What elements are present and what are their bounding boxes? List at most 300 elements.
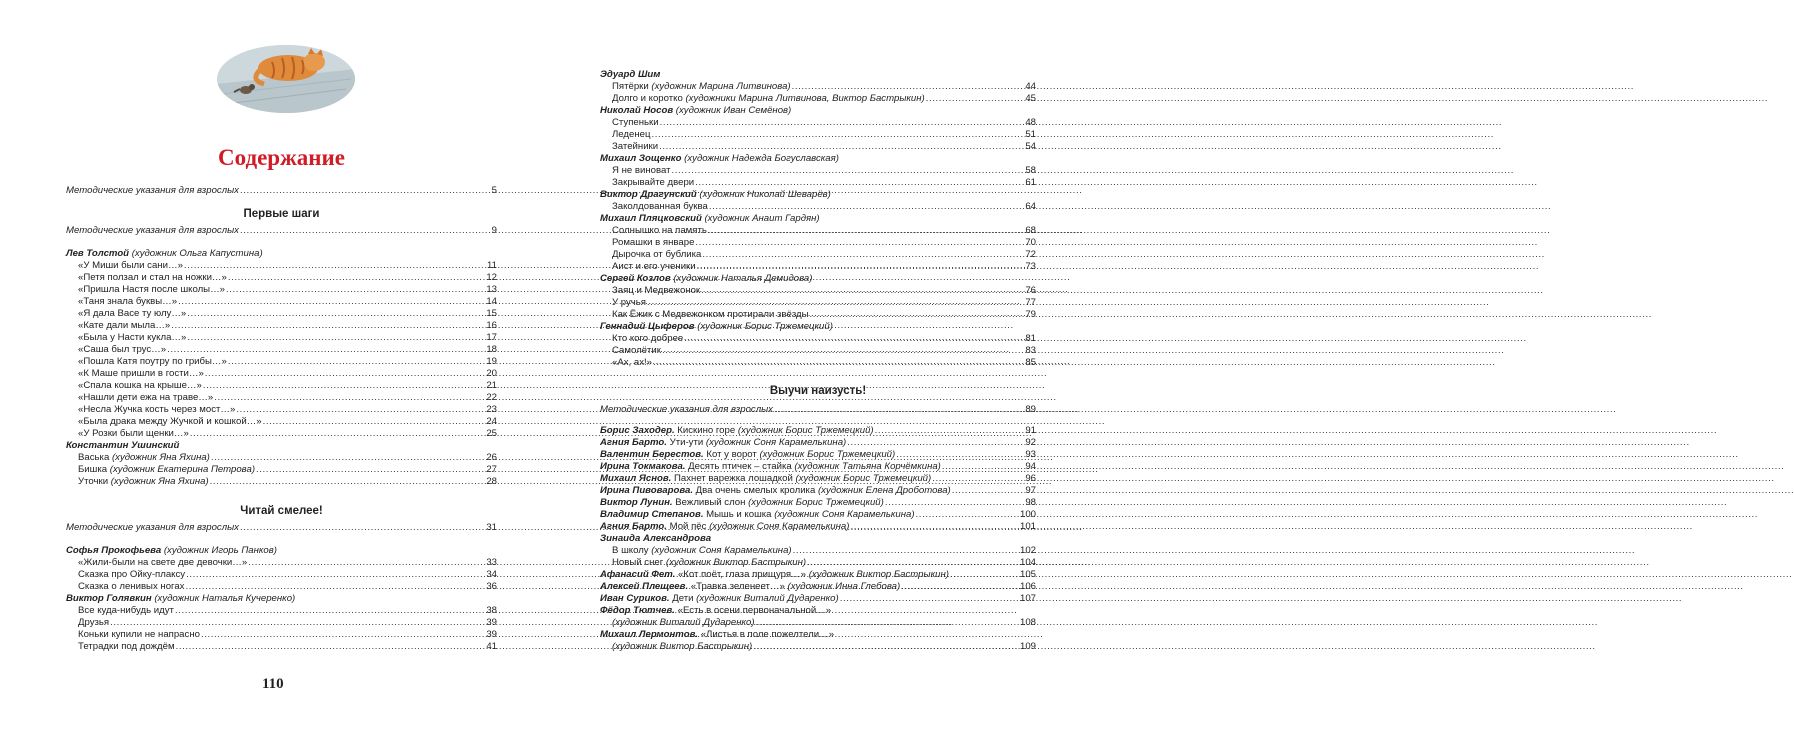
entry-text bbox=[600, 449, 895, 461]
author-name: Афанасий Фет. bbox=[600, 569, 676, 580]
author-name: Михаил Яснов. bbox=[600, 473, 672, 484]
author-heading bbox=[600, 105, 1036, 117]
toc-list bbox=[600, 285, 1036, 321]
author-heading: Константин Ушинский bbox=[66, 440, 180, 451]
entry-text bbox=[600, 509, 915, 521]
author-heading bbox=[600, 189, 1036, 201]
dot-leader bbox=[701, 285, 1024, 297]
entry-page: 45 bbox=[1025, 93, 1036, 104]
toc-entry: Методические указания для взрослых ..... 9 bbox=[66, 225, 497, 237]
illustrator-note: (художники Марина Литвинова, Виктор Бастрыкин) bbox=[685, 93, 925, 104]
toc-entry bbox=[66, 428, 497, 440]
illustrator-note: (художник Анаит Гардян) bbox=[704, 213, 820, 224]
author-name: Геннадий Цыферов bbox=[600, 321, 695, 332]
dot-leader bbox=[709, 201, 1025, 213]
entry-page: 19 bbox=[486, 356, 497, 367]
illustrator-note: (художник Николай Шеварёв) bbox=[699, 189, 831, 200]
toc-entry bbox=[600, 497, 1036, 509]
toc-entry bbox=[66, 368, 497, 380]
toc-entry bbox=[600, 509, 1036, 521]
toc-entry bbox=[66, 557, 497, 569]
toc-entry: Методические указания для взрослых ..... 31 bbox=[66, 522, 497, 534]
toc-entry bbox=[66, 476, 497, 488]
entry-text: Леденец bbox=[612, 129, 651, 140]
entry-page: 33 bbox=[486, 557, 497, 568]
entry-page: 72 bbox=[1025, 249, 1036, 260]
dot-leader bbox=[205, 368, 486, 380]
entry-page: 61 bbox=[1025, 177, 1036, 188]
section-heading: Читай смелее! bbox=[240, 505, 323, 517]
illustrator-note: (художник Яна Яхина) bbox=[110, 476, 209, 487]
entry-page: 79 bbox=[1025, 309, 1036, 320]
poem-title: Ути-ути bbox=[669, 437, 704, 448]
dot-leader bbox=[187, 308, 485, 320]
dot-leader bbox=[228, 356, 485, 368]
toc-entry bbox=[600, 485, 1036, 497]
dot-leader bbox=[167, 344, 485, 356]
toc-entry bbox=[600, 177, 1036, 189]
dot-leader bbox=[203, 380, 485, 392]
toc-entry bbox=[600, 425, 1036, 437]
entry-text: Закрывайте двери bbox=[612, 177, 695, 188]
dot-leader bbox=[214, 392, 485, 404]
entry-page: 11 bbox=[487, 260, 497, 271]
illustrator-note: (художник Надежда Богуславская) bbox=[684, 153, 839, 164]
entry-page: 105 bbox=[1019, 569, 1036, 580]
entry-text: Заяц и Медвежонок bbox=[612, 285, 701, 296]
entry-page: 51 bbox=[1025, 129, 1036, 140]
entry-page: 107 bbox=[1019, 593, 1036, 604]
toc-entry bbox=[66, 605, 497, 617]
illustrator-note: (художник Елена Дроботова) bbox=[817, 485, 951, 496]
page-title: Содержание bbox=[218, 145, 345, 170]
dot-leader bbox=[256, 464, 485, 476]
entry-text: «Саша был трус…» bbox=[78, 344, 167, 355]
toc-entry bbox=[600, 237, 1036, 249]
toc-entry bbox=[66, 380, 497, 392]
dot-leader bbox=[792, 81, 1025, 93]
entry-text: Сказка про Ойку-плаксу bbox=[78, 569, 186, 580]
toc-entry bbox=[600, 333, 1036, 345]
illustrator-note: (художник Виталий Дударенко) bbox=[696, 593, 839, 604]
toc-entry: (художник Виталий Дударенко) ..... 108 bbox=[600, 617, 1036, 629]
dot-leader bbox=[901, 581, 1019, 593]
toc-entry bbox=[66, 260, 497, 272]
toc-groups bbox=[600, 69, 1036, 369]
toc-list bbox=[600, 201, 1036, 213]
toc-entry bbox=[600, 345, 1036, 357]
entry-text: «Кате дали мыла…» bbox=[78, 320, 171, 331]
dot-leader bbox=[810, 309, 1025, 321]
dot-leader bbox=[840, 593, 1019, 605]
toc-entry bbox=[600, 581, 1036, 593]
toc-entry bbox=[66, 320, 497, 332]
entry-text: Я не виноват bbox=[612, 165, 671, 176]
toc-entry bbox=[600, 461, 1036, 473]
illustrator-note: (художник Борис Тржемецкий) bbox=[697, 321, 833, 332]
entry-page: 77 bbox=[1025, 297, 1036, 308]
entry-text: Уточки (художник Яна Яхина) bbox=[78, 476, 209, 487]
author-name: Ирина Токмакова. bbox=[600, 461, 686, 472]
dot-leader bbox=[793, 545, 1019, 557]
entry-page: 15 bbox=[486, 308, 497, 319]
dot-leader bbox=[210, 476, 486, 488]
entry-text: Затейники bbox=[612, 141, 659, 152]
entry-text bbox=[600, 593, 839, 605]
illustrator-note: (художник Марина Литвинова) bbox=[651, 81, 791, 92]
entry-page: 76 bbox=[1025, 285, 1036, 296]
author-name: Валентин Берестов. bbox=[600, 449, 704, 460]
author-name: Виктор Драгунский bbox=[600, 189, 697, 200]
entry-page: 101 bbox=[1019, 521, 1036, 532]
entry-text: «Жили-были на свете две девочки…» bbox=[78, 557, 248, 568]
toc-entry bbox=[600, 201, 1036, 213]
toc-entry bbox=[600, 117, 1036, 129]
entry-page: 83 bbox=[1025, 345, 1036, 356]
dot-leader bbox=[695, 237, 1024, 249]
toc-entry bbox=[66, 272, 497, 284]
entry-page: 5 bbox=[491, 185, 497, 196]
illustrator-note: (художник Виктор Бастрыкин) bbox=[808, 569, 949, 580]
entry-text: Долго и коротко (художники Марина Литвинова, Виктор Бастрыкин) bbox=[612, 93, 925, 104]
entry-text: Аист и его ученики bbox=[612, 261, 696, 272]
dot-leader bbox=[263, 416, 486, 428]
toc-entry bbox=[66, 581, 497, 593]
author-heading: Виктор Голявкин (художник Наталья Кучеренко) bbox=[66, 593, 296, 604]
dot-leader bbox=[684, 333, 1024, 345]
dot-leader bbox=[708, 225, 1024, 237]
entry-text: В школу (художник Соня Карамелькина) bbox=[612, 545, 792, 556]
toc-entry bbox=[66, 569, 497, 581]
toc-list bbox=[66, 557, 497, 593]
toc-entry bbox=[66, 452, 497, 464]
entry-page: 68 bbox=[1025, 225, 1036, 236]
poem-title: Дети bbox=[672, 593, 694, 604]
toc-list bbox=[600, 165, 1036, 189]
toc-list bbox=[66, 452, 497, 488]
entry-text: «Несла Жучка кость через мост…» bbox=[78, 404, 236, 415]
dot-leader bbox=[175, 605, 485, 617]
author-line: Михаил Лермонтов. «Листья в поле пожелтели…» bbox=[600, 629, 835, 640]
entry-page: 20 bbox=[486, 368, 497, 379]
dot-leader bbox=[186, 569, 485, 581]
illustrator-note: (художник Соня Карамелькина) bbox=[651, 545, 792, 556]
author-heading: Зинаида Александрова bbox=[600, 533, 712, 544]
dot-leader bbox=[952, 485, 1025, 497]
entry-text bbox=[600, 521, 849, 533]
toc-list bbox=[600, 117, 1036, 153]
illustrator-note: (художник Инна Глебова) bbox=[787, 581, 901, 592]
toc-entry bbox=[600, 557, 1036, 569]
entry-page: 73 bbox=[1025, 261, 1036, 272]
dot-leader bbox=[807, 557, 1019, 569]
dot-leader bbox=[659, 141, 1024, 153]
dot-leader bbox=[201, 629, 485, 641]
dot-leader bbox=[228, 272, 485, 284]
dot-leader bbox=[647, 297, 1024, 309]
entry-page: 94 bbox=[1025, 461, 1036, 472]
entry-text bbox=[600, 461, 941, 473]
poem-title: «Травка зеленеет…» bbox=[690, 581, 785, 592]
illustrator-note: (художник Соня Карамелькина) bbox=[774, 509, 915, 520]
toc-entry bbox=[66, 284, 497, 296]
toc-entry bbox=[600, 309, 1036, 321]
author-name: Виктор Лунин. bbox=[600, 497, 673, 508]
author-heading: Лев Толстой (художник Ольга Капустина) bbox=[66, 248, 263, 259]
entry-text bbox=[600, 485, 951, 497]
poem-title: Кискино горе bbox=[677, 425, 736, 436]
entry-text: У ручья bbox=[612, 297, 646, 308]
entry-text bbox=[600, 473, 931, 485]
toc-entry bbox=[600, 569, 1036, 581]
toc-entry bbox=[600, 249, 1036, 261]
entry-text: Ромашки в январе bbox=[612, 237, 695, 248]
dot-leader bbox=[672, 165, 1025, 177]
toc-entry bbox=[600, 357, 1036, 369]
entry-page: 93 bbox=[1025, 449, 1036, 460]
toc-entry bbox=[600, 297, 1036, 309]
dot-leader bbox=[184, 260, 486, 272]
author-name: Агния Барто. bbox=[600, 437, 667, 448]
entry-page: 17 bbox=[486, 332, 497, 343]
entry-page: 81 bbox=[1025, 333, 1036, 344]
dot-leader bbox=[660, 117, 1025, 129]
author-name: Борис Заходер. bbox=[600, 425, 675, 436]
toc-entry bbox=[66, 296, 497, 308]
poem-title: Мышь и кошка bbox=[706, 509, 772, 520]
entry-text: Методические указания для взрослых bbox=[66, 185, 239, 196]
entry-page: 91 bbox=[1025, 425, 1036, 436]
dot-leader bbox=[236, 404, 485, 416]
entry-page: 34 bbox=[486, 569, 497, 580]
toc-entry bbox=[66, 464, 497, 476]
entry-text: «Нашли дети ежа на траве…» bbox=[78, 392, 214, 403]
author-heading bbox=[600, 153, 1036, 165]
left-page bbox=[66, 44, 497, 653]
page-number: 110 bbox=[262, 676, 284, 692]
illustrator-note: (художник Наталья Демидова) bbox=[673, 273, 813, 284]
toc-entry bbox=[66, 617, 497, 629]
toc-entry bbox=[66, 629, 497, 641]
author-heading bbox=[600, 213, 1036, 225]
section-heading: Первые шаги bbox=[243, 208, 320, 220]
entry-page: 48 bbox=[1025, 117, 1036, 128]
toc-entry bbox=[66, 416, 497, 428]
illustrator-note: (художник Борис Тржемецкий) bbox=[795, 473, 932, 484]
toc-entry bbox=[66, 392, 497, 404]
entry-page: 58 bbox=[1025, 165, 1036, 176]
entry-page: 96 bbox=[1025, 473, 1036, 484]
right-page bbox=[600, 69, 1036, 653]
illustrator-note: (художник Виктор Бастрыкин) bbox=[665, 557, 807, 568]
toc-entry bbox=[600, 225, 1036, 237]
dot-leader bbox=[662, 345, 1024, 357]
dot-leader bbox=[110, 617, 485, 629]
entry-text: «Я дала Васе ту юлу…» bbox=[78, 308, 187, 319]
entry-page: 25 bbox=[486, 428, 497, 439]
dot-leader bbox=[248, 557, 485, 569]
toc-entry bbox=[600, 141, 1036, 153]
dot-leader bbox=[651, 129, 1024, 141]
entry-text: Пятёрки (художник Марина Литвинова) bbox=[612, 81, 791, 92]
toc-entry bbox=[600, 449, 1036, 461]
poem-title: Мой пёс bbox=[669, 521, 707, 532]
entry-page: 24 bbox=[486, 416, 497, 427]
cat-and-bird-illustration bbox=[216, 44, 356, 114]
author-name: Сергей Козлов bbox=[600, 273, 671, 284]
dot-leader bbox=[695, 177, 1024, 189]
entry-text: «К Маше пришли в гости…» bbox=[78, 368, 204, 379]
author-heading bbox=[600, 273, 1036, 285]
section-heading: Выучи наизусть! bbox=[769, 385, 867, 397]
toc-entry bbox=[66, 185, 497, 197]
dot-leader bbox=[176, 641, 486, 653]
dot-leader bbox=[926, 93, 1025, 105]
illustrator-note: (художник Борис Тржемецкий) bbox=[759, 449, 896, 460]
author-name: Николай Носов bbox=[600, 105, 674, 116]
toc-list bbox=[66, 605, 497, 653]
toc-entry bbox=[66, 308, 497, 320]
poem-title: «Кот поёт, глаза прищуря…» bbox=[677, 569, 807, 580]
entry-page: 14 bbox=[486, 296, 497, 307]
dot-leader bbox=[171, 320, 485, 332]
toc-list bbox=[600, 425, 1036, 533]
dot-leader bbox=[896, 449, 1024, 461]
author-heading bbox=[600, 69, 1036, 81]
entry-text: «Пришла Настя после школы…» bbox=[78, 284, 226, 295]
entry-text: Новый снег (художник Виктор Бастрыкин) bbox=[612, 557, 807, 568]
toc-list bbox=[600, 545, 1036, 569]
entry-page: 64 bbox=[1025, 201, 1036, 212]
entry-text: «У Розки были щенки…» bbox=[78, 428, 189, 439]
author-name: Ирина Пивоварова. bbox=[600, 485, 693, 496]
author-heading: Софья Прокофьева (художник Игорь Панков) bbox=[66, 545, 277, 556]
poem-title: Вежливый слон bbox=[675, 497, 746, 508]
toc-list bbox=[66, 260, 497, 440]
entry-text: Васька (художник Яна Яхина) bbox=[78, 452, 210, 463]
illustrator-note: (художник Яна Яхина) bbox=[111, 452, 210, 463]
entry-text bbox=[600, 437, 846, 449]
entry-text: Солнышко на память bbox=[612, 225, 707, 236]
entry-text: Кто кого добрее bbox=[612, 333, 684, 344]
entry-text: Дырочка от бублика bbox=[612, 249, 702, 260]
illustrator-note: (художник Борис Тржемецкий) bbox=[737, 425, 874, 436]
entry-text: Бишка (художник Екатерина Петрова) bbox=[78, 464, 256, 475]
toc-list bbox=[600, 81, 1036, 105]
author-name: Иван Суриков. bbox=[600, 593, 670, 604]
entry-text bbox=[600, 581, 900, 593]
entry-page: 21 bbox=[486, 380, 497, 391]
poem-title: Пахнет варежка лошадкой bbox=[674, 473, 793, 484]
entry-page: 104 bbox=[1019, 557, 1036, 568]
entry-page: 12 bbox=[486, 272, 497, 283]
entry-page: 16 bbox=[486, 320, 497, 331]
entry-page: 39 bbox=[486, 629, 497, 640]
poem-title: Кот у ворот bbox=[706, 449, 757, 460]
entry-text bbox=[600, 569, 949, 581]
entry-page: 23 bbox=[486, 404, 497, 415]
author-name: Агния Барто. bbox=[600, 521, 667, 532]
dot-leader bbox=[187, 332, 485, 344]
dot-leader bbox=[932, 473, 1024, 485]
entry-page: 13 bbox=[486, 284, 497, 295]
dot-leader bbox=[211, 452, 485, 464]
dot-leader bbox=[942, 461, 1024, 473]
toc-entry bbox=[600, 473, 1036, 485]
dot-leader bbox=[950, 569, 1019, 581]
toc-entry bbox=[600, 165, 1036, 177]
author-name: Эдуард Шим bbox=[600, 69, 661, 80]
entry-page: 18 bbox=[486, 344, 497, 355]
dot-leader bbox=[178, 296, 485, 308]
toc-entry: (художник Виктор Бастрыкин) ..... 109 bbox=[600, 641, 1036, 653]
toc-entry bbox=[600, 81, 1036, 93]
toc-list bbox=[600, 225, 1036, 273]
entry-page: 41 bbox=[486, 641, 497, 652]
entry-page: 36 bbox=[486, 581, 497, 592]
toc-entry bbox=[600, 261, 1036, 273]
entry-page: 39 bbox=[486, 617, 497, 628]
entry-page: 28 bbox=[486, 476, 497, 487]
entry-text: «Была у Насти кукла…» bbox=[78, 332, 187, 343]
entry-text: Друзья bbox=[78, 617, 110, 628]
author-name: Алексей Плещеев. bbox=[600, 581, 689, 592]
entry-text: Все куда-нибудь идут bbox=[78, 605, 174, 616]
author-name: Михаил Зощенко bbox=[600, 153, 682, 164]
illustrator-note: (художник Соня Карамелькина) bbox=[705, 437, 847, 448]
toc-list bbox=[600, 569, 1036, 605]
entry-text: Тетрадки под дождём bbox=[78, 641, 175, 652]
dot-leader bbox=[185, 581, 485, 593]
entry-text: Как Ёжик с Медвежонком протирали звёзды bbox=[612, 309, 809, 320]
illustrator-note: (художник Иван Семёнов) bbox=[675, 105, 792, 116]
entry-text: Ступеньки bbox=[612, 117, 659, 128]
entry-text: «Петя ползал и стал на ножки…» bbox=[78, 272, 227, 283]
illustrator-note: (художник Соня Карамелькина) bbox=[709, 521, 850, 532]
toc-entry bbox=[66, 344, 497, 356]
toc-entry bbox=[66, 356, 497, 368]
author-name: Владимир Степанов. bbox=[600, 509, 704, 520]
toc-entry bbox=[600, 545, 1036, 557]
dot-leader bbox=[847, 437, 1024, 449]
entry-page: 98 bbox=[1025, 497, 1036, 508]
dot-leader bbox=[875, 425, 1025, 437]
author-line: Фёдор Тютчев. «Есть в осени первоначальной…» bbox=[600, 605, 832, 616]
dot-leader bbox=[850, 521, 1019, 533]
illustrator-note: (художник Татьяна Корчёмкина) bbox=[794, 461, 941, 472]
entry-page: 100 bbox=[1019, 509, 1036, 520]
toc-entry bbox=[600, 93, 1036, 105]
entry-page: 38 bbox=[486, 605, 497, 616]
entry-page: 22 bbox=[486, 392, 497, 403]
entry-text: Коньки купили не напрасно bbox=[78, 629, 200, 640]
entry-page: 106 bbox=[1019, 581, 1036, 592]
entry-page: 54 bbox=[1025, 141, 1036, 152]
entry-text: «Таня знала буквы…» bbox=[78, 296, 178, 307]
toc-entry: Методические указания для взрослых ..... 89 bbox=[600, 404, 1036, 416]
toc-entry bbox=[600, 129, 1036, 141]
toc-entry bbox=[600, 593, 1036, 605]
entry-page: 92 bbox=[1025, 437, 1036, 448]
toc-entry bbox=[600, 521, 1036, 533]
entry-text: «Была драка между Жучкой и кошкой…» bbox=[78, 416, 262, 427]
entry-text bbox=[600, 425, 874, 437]
entry-text: «Ах, ах!» bbox=[612, 357, 652, 368]
entry-text: «У Миши были сани…» bbox=[78, 260, 183, 271]
illustrator-note: (художник Екатерина Петрова) bbox=[109, 464, 256, 475]
entry-text: Заколдованная буква bbox=[612, 201, 708, 212]
dot-leader bbox=[885, 497, 1024, 509]
